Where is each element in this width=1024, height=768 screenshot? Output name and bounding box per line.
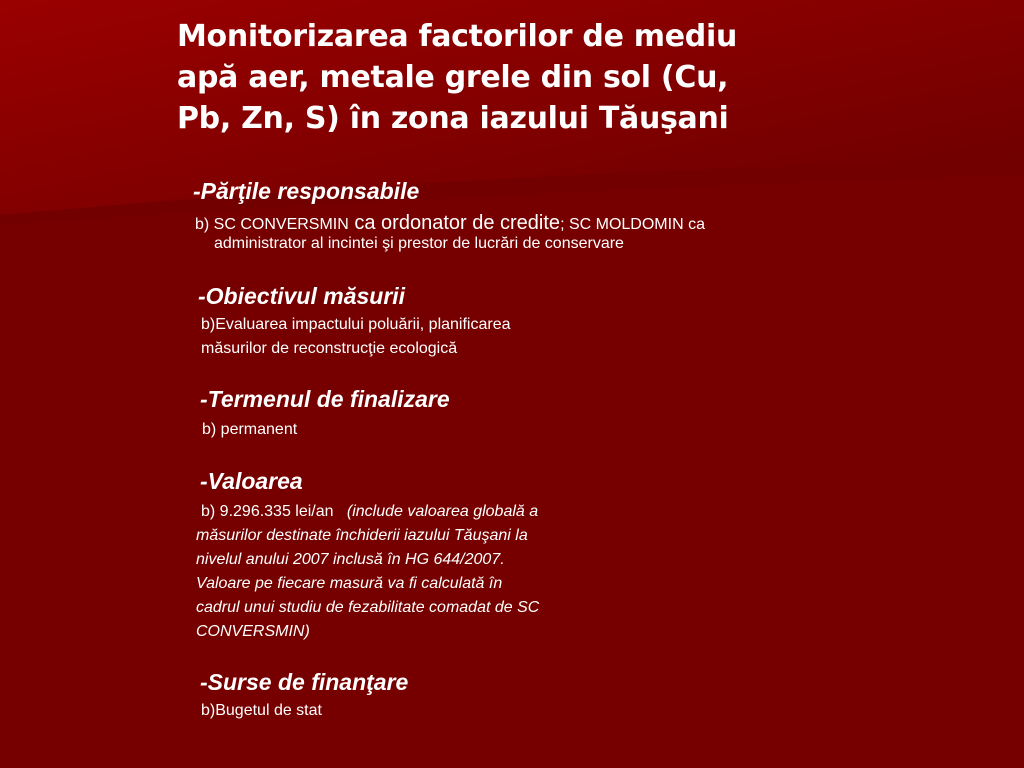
parti-moldomin: ; SC MOLDOMIN ca bbox=[560, 216, 705, 233]
valoarea-note-4: Valoare pe fiecare masură va fi calculată în bbox=[196, 575, 503, 592]
parti-ca: ca bbox=[348, 212, 382, 234]
title-line-2: apă aer, metale grele din sol (Cu, bbox=[177, 60, 729, 95]
parti-ordonator: ordonator de credite bbox=[381, 212, 561, 234]
valoarea-note-1: (include valoarea globală a bbox=[346, 503, 539, 520]
obiectiv-line-1: b)Evaluarea impactului poluării, planificarea bbox=[201, 316, 511, 333]
heading-surse-de-finantare: -Surse de finanţare bbox=[200, 669, 409, 695]
heading-valoarea: -Valoarea bbox=[200, 468, 303, 494]
parti-conversmin: b) SC CONVERSMIN bbox=[195, 216, 349, 233]
heading-termenul-de-finalizare: -Termenul de finalizare bbox=[200, 386, 450, 412]
valoarea-note-5: cadrul unui studiu de fezabilitate comadat de SC bbox=[196, 599, 540, 616]
parti-line-2: administrator al incintei şi prestor de lucrări de conservare bbox=[214, 235, 624, 252]
heading-parti-responsabile: -Părţile responsabile bbox=[193, 178, 420, 204]
title-line-1: Monitorizarea factorilor de mediu bbox=[177, 19, 737, 54]
termen-line-1: b) permanent bbox=[202, 421, 298, 438]
valoarea-note-6: CONVERSMIN) bbox=[196, 623, 310, 640]
valoarea-line-1 bbox=[201, 500, 538, 524]
slide-title bbox=[177, 16, 817, 139]
valoarea-note-2: măsurilor destinate închiderii iazului Tăuşani la bbox=[196, 527, 528, 544]
heading-obiectivul-masurii: -Obiectivul măsurii bbox=[198, 283, 406, 309]
valoarea-amount: b) 9.296.335 lei/an bbox=[201, 503, 334, 520]
surse-line-1: b)Bugetul de stat bbox=[201, 702, 322, 719]
valoarea-note-3: nivelul anului 2007 inclusă în HG 644/2007. bbox=[196, 551, 505, 568]
obiectiv-line-2: măsurilor de reconstrucţie ecologică bbox=[201, 340, 458, 357]
title-line-3: Pb, Zn, S) în zona iazului Tăuşani bbox=[177, 101, 729, 136]
